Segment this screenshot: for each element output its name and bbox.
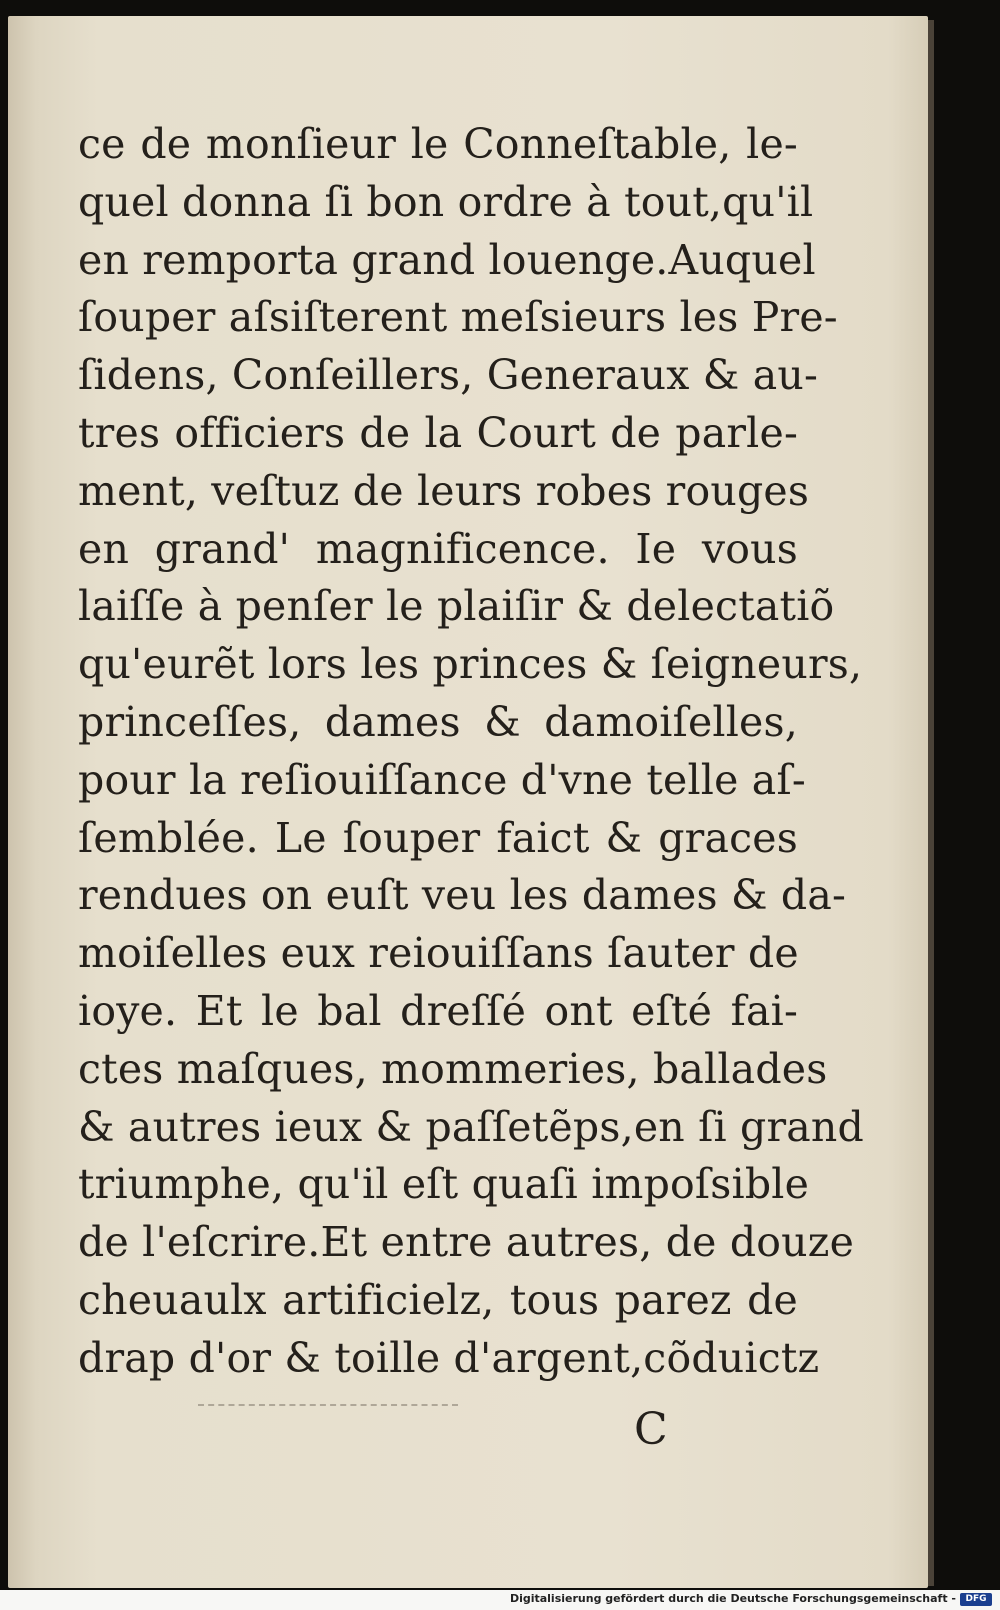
text-line: ce de monſieur le Conneſtable, le- xyxy=(78,120,798,168)
signature-mark: C xyxy=(634,1404,668,1455)
text-line: ioye. Et le bal dreſſé ont eſté fai- xyxy=(78,986,798,1035)
footer-credit: Digitalisierung gefördert durch die Deutsche Forschungsgemeinschaft - xyxy=(509,1592,956,1605)
text-line: & autres ieux & paſſetẽps,en ſi grand xyxy=(78,1102,864,1151)
text-line: drap d'or & toille d'argent,cõduictz xyxy=(78,1333,820,1382)
text-line: triumphe, qu'il eſt quaſi impoſsible xyxy=(78,1160,810,1209)
text-line: laiſſe à penſer le plaiſir & delectatiõ xyxy=(78,582,835,631)
catchword-rule xyxy=(198,1404,458,1406)
book-page xyxy=(8,16,928,1588)
text-line: rendues on euſt veu les dames & da- xyxy=(78,871,847,920)
text-line: tres officiers de la Court de parle- xyxy=(78,408,798,457)
text-line: ment, veſtuz de leurs robes rouges xyxy=(78,466,810,515)
text-line: moiſelles eux reiouiſſans ſauter de xyxy=(78,929,799,978)
text-line: ctes maſques, mommeries, ballades xyxy=(78,1044,828,1093)
text-line: qu'eurẽt lors les princes & ſeigneurs, xyxy=(78,640,863,689)
text-line: cheuaulx artificielz, tous parez de xyxy=(78,1275,798,1324)
text-line: de l'eſcrire.Et entre autres, de douze xyxy=(78,1218,855,1267)
text-line: en grand' magnificence. Ie vous xyxy=(78,524,798,573)
text-line: ſidens, Conſeillers, Generaux & au- xyxy=(78,351,819,400)
text-line: ſouper aſsiſterent meſsieurs les Pre- xyxy=(78,293,838,342)
digitization-footer xyxy=(0,1590,1000,1610)
text-line: princeſſes, dames & damoiſelles, xyxy=(78,697,798,746)
dfg-logo: DFG xyxy=(960,1593,992,1606)
text-line: en remporta grand louenge.Auquel xyxy=(78,235,816,284)
text-line: pour la reſiouiſſance d'vne telle aſ- xyxy=(78,755,806,804)
text-line: ſemblée. Le ſouper faict & graces xyxy=(78,813,798,862)
page-edge xyxy=(928,20,934,1586)
page-text-block xyxy=(78,116,864,1388)
text-line: quel donna ſi bon ordre à tout,qu'il xyxy=(78,177,814,226)
